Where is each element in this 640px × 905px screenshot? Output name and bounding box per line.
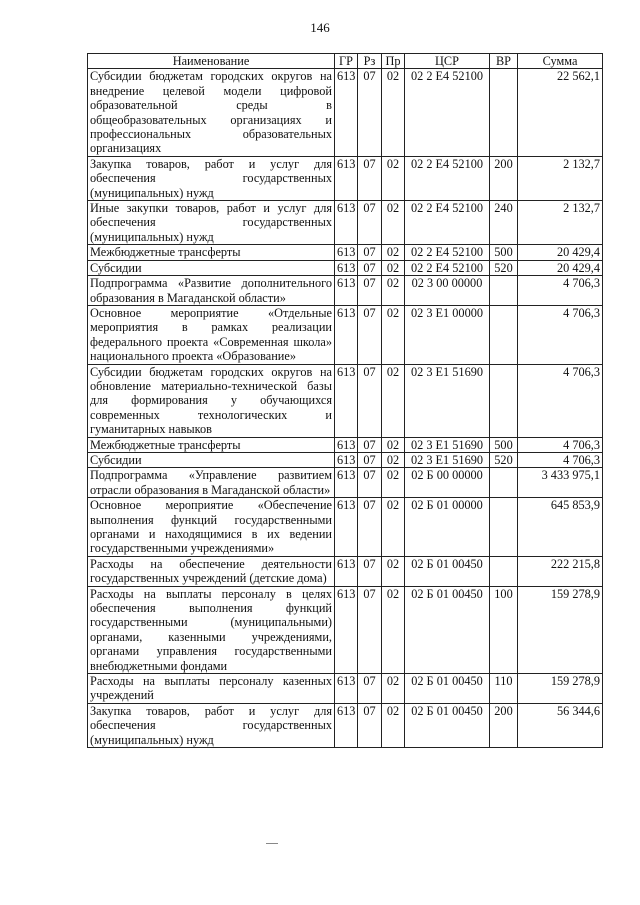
sum-cell: 222 215,8 xyxy=(518,556,603,586)
table-row xyxy=(88,260,603,275)
header-sum: Сумма xyxy=(518,54,603,69)
csr-cell: 02 3 E1 51690 xyxy=(405,452,490,467)
vr-cell xyxy=(490,305,518,364)
vr-cell: 100 xyxy=(490,586,518,673)
vr-cell: 500 xyxy=(490,437,518,452)
name-cell: Основное мероприятие «Отдельные мероприятия в рамках реализации федерального проекта «Современная школа» национального проекта «Образование» xyxy=(88,305,335,364)
name-cell: Подпрограмма «Развитие дополнительного образования в Магаданской области» xyxy=(88,276,335,306)
name-cell: Межбюджетные трансферты xyxy=(88,245,335,260)
footer-mark xyxy=(266,843,278,844)
table-row xyxy=(88,245,603,260)
table-row xyxy=(88,305,603,364)
gr-cell: 613 xyxy=(335,437,358,452)
header-name: Наименование xyxy=(88,54,335,69)
page-number: 146 xyxy=(310,20,330,35)
table-row xyxy=(88,276,603,306)
vr-cell: 200 xyxy=(490,703,518,747)
vr-cell: 110 xyxy=(490,674,518,704)
gr-cell: 613 xyxy=(335,703,358,747)
name-cell: Межбюджетные трансферты xyxy=(88,437,335,452)
name-cell: Закупка товаров, работ и услуг для обеспечения государственных (муниципальных) нужд xyxy=(88,703,335,747)
header-rz: Рз xyxy=(358,54,382,69)
sum-cell: 4 706,3 xyxy=(518,364,603,437)
name-cell: Расходы на выплаты персоналу в целях обеспечения выполнения функций государственными (муниципальными) органами, казенными учреждениями, органами управления государственными внебюджетными фондами xyxy=(88,586,335,673)
vr-cell xyxy=(490,498,518,557)
gr-cell: 613 xyxy=(335,556,358,586)
vr-cell: 240 xyxy=(490,201,518,245)
csr-cell: 02 Б 01 00000 xyxy=(405,498,490,557)
sum-cell: 159 278,9 xyxy=(518,586,603,673)
table-body xyxy=(88,69,603,748)
header-vr: ВР xyxy=(490,54,518,69)
gr-cell: 613 xyxy=(335,201,358,245)
table-row xyxy=(88,468,603,498)
pr-cell: 02 xyxy=(382,498,405,557)
csr-cell: 02 Б 01 00450 xyxy=(405,674,490,704)
pr-cell: 02 xyxy=(382,468,405,498)
pr-cell: 02 xyxy=(382,437,405,452)
table-row xyxy=(88,201,603,245)
rz-cell: 07 xyxy=(358,260,382,275)
gr-cell: 613 xyxy=(335,468,358,498)
vr-cell: 200 xyxy=(490,156,518,200)
rz-cell: 07 xyxy=(358,468,382,498)
gr-cell: 613 xyxy=(335,674,358,704)
table-row xyxy=(88,437,603,452)
pr-cell: 02 xyxy=(382,69,405,156)
pr-cell: 02 xyxy=(382,364,405,437)
vr-cell: 520 xyxy=(490,452,518,467)
rz-cell: 07 xyxy=(358,437,382,452)
pr-cell: 02 xyxy=(382,305,405,364)
name-cell: Закупка товаров, работ и услуг для обеспечения государственных (муниципальных) нужд xyxy=(88,156,335,200)
sum-cell: 56 344,6 xyxy=(518,703,603,747)
gr-cell: 613 xyxy=(335,305,358,364)
pr-cell: 02 xyxy=(382,156,405,200)
csr-cell: 02 3 E1 00000 xyxy=(405,305,490,364)
table-row xyxy=(88,703,603,747)
csr-cell: 02 Б 00 00000 xyxy=(405,468,490,498)
csr-cell: 02 2 E4 52100 xyxy=(405,260,490,275)
header-gr: ГР xyxy=(335,54,358,69)
rz-cell: 07 xyxy=(358,276,382,306)
name-cell: Основное мероприятие «Обеспечение выполнения функций государственными органами и находящимися в их ведении государственными учреждениями» xyxy=(88,498,335,557)
rz-cell: 07 xyxy=(358,305,382,364)
pr-cell: 02 xyxy=(382,586,405,673)
budget-table xyxy=(87,53,603,748)
name-cell: Подпрограмма «Управление развитием отрасли образования в Магаданской области» xyxy=(88,468,335,498)
gr-cell: 613 xyxy=(335,586,358,673)
csr-cell: 02 Б 01 00450 xyxy=(405,703,490,747)
sum-cell: 4 706,3 xyxy=(518,276,603,306)
sum-cell: 3 433 975,1 xyxy=(518,468,603,498)
pr-cell: 02 xyxy=(382,674,405,704)
table-row xyxy=(88,498,603,557)
rz-cell: 07 xyxy=(358,69,382,156)
name-cell: Иные закупки товаров, работ и услуг для обеспечения государственных (муниципальных) нужд xyxy=(88,201,335,245)
gr-cell: 613 xyxy=(335,260,358,275)
pr-cell: 02 xyxy=(382,276,405,306)
csr-cell: 02 2 E4 52100 xyxy=(405,201,490,245)
gr-cell: 613 xyxy=(335,364,358,437)
rz-cell: 07 xyxy=(358,674,382,704)
pr-cell: 02 xyxy=(382,556,405,586)
rz-cell: 07 xyxy=(358,201,382,245)
name-cell: Субсидии xyxy=(88,260,335,275)
table-row xyxy=(88,452,603,467)
gr-cell: 613 xyxy=(335,452,358,467)
vr-cell xyxy=(490,364,518,437)
csr-cell: 02 2 E4 52100 xyxy=(405,69,490,156)
pr-cell: 02 xyxy=(382,703,405,747)
csr-cell: 02 2 E4 52100 xyxy=(405,156,490,200)
pr-cell: 02 xyxy=(382,452,405,467)
gr-cell: 613 xyxy=(335,276,358,306)
header-csr: ЦСР xyxy=(405,54,490,69)
sum-cell: 22 562,1 xyxy=(518,69,603,156)
rz-cell: 07 xyxy=(358,245,382,260)
csr-cell: 02 Б 01 00450 xyxy=(405,586,490,673)
vr-cell xyxy=(490,69,518,156)
sum-cell: 2 132,7 xyxy=(518,156,603,200)
rz-cell: 07 xyxy=(358,498,382,557)
table-row xyxy=(88,674,603,704)
gr-cell: 613 xyxy=(335,498,358,557)
name-cell: Субсидии бюджетам городских округов на обновление материально-технической базы для формирования у обучающихся современных технологических и гуманитарных навыков xyxy=(88,364,335,437)
csr-cell: 02 3 E1 51690 xyxy=(405,437,490,452)
pr-cell: 02 xyxy=(382,245,405,260)
table-row xyxy=(88,364,603,437)
gr-cell: 613 xyxy=(335,156,358,200)
rz-cell: 07 xyxy=(358,556,382,586)
table-row xyxy=(88,556,603,586)
vr-cell xyxy=(490,468,518,498)
vr-cell: 500 xyxy=(490,245,518,260)
sum-cell: 20 429,4 xyxy=(518,245,603,260)
rz-cell: 07 xyxy=(358,364,382,437)
rz-cell: 07 xyxy=(358,156,382,200)
name-cell: Расходы на обеспечение деятельности государственных учреждений (детские дома) xyxy=(88,556,335,586)
header-pr: Пр xyxy=(382,54,405,69)
sum-cell: 4 706,3 xyxy=(518,305,603,364)
csr-cell: 02 2 E4 52100 xyxy=(405,245,490,260)
rz-cell: 07 xyxy=(358,703,382,747)
table-row xyxy=(88,156,603,200)
sum-cell: 645 853,9 xyxy=(518,498,603,557)
name-cell: Субсидии бюджетам городских округов на внедрение целевой модели цифровой образовательной среды в общеобразовательных организациях и профессиональных образовательных организациях xyxy=(88,69,335,156)
gr-cell: 613 xyxy=(335,69,358,156)
vr-cell: 520 xyxy=(490,260,518,275)
csr-cell: 02 3 E1 51690 xyxy=(405,364,490,437)
sum-cell: 20 429,4 xyxy=(518,260,603,275)
sum-cell: 159 278,9 xyxy=(518,674,603,704)
vr-cell xyxy=(490,556,518,586)
rz-cell: 07 xyxy=(358,586,382,673)
name-cell: Расходы на выплаты персоналу казенных учреждений xyxy=(88,674,335,704)
rz-cell: 07 xyxy=(358,452,382,467)
table-header-row xyxy=(88,54,603,69)
vr-cell xyxy=(490,276,518,306)
name-cell: Субсидии xyxy=(88,452,335,467)
csr-cell: 02 Б 01 00450 xyxy=(405,556,490,586)
sum-cell: 2 132,7 xyxy=(518,201,603,245)
gr-cell: 613 xyxy=(335,245,358,260)
table-row xyxy=(88,586,603,673)
pr-cell: 02 xyxy=(382,201,405,245)
pr-cell: 02 xyxy=(382,260,405,275)
sum-cell: 4 706,3 xyxy=(518,452,603,467)
table-row xyxy=(88,69,603,156)
csr-cell: 02 3 00 00000 xyxy=(405,276,490,306)
sum-cell: 4 706,3 xyxy=(518,437,603,452)
